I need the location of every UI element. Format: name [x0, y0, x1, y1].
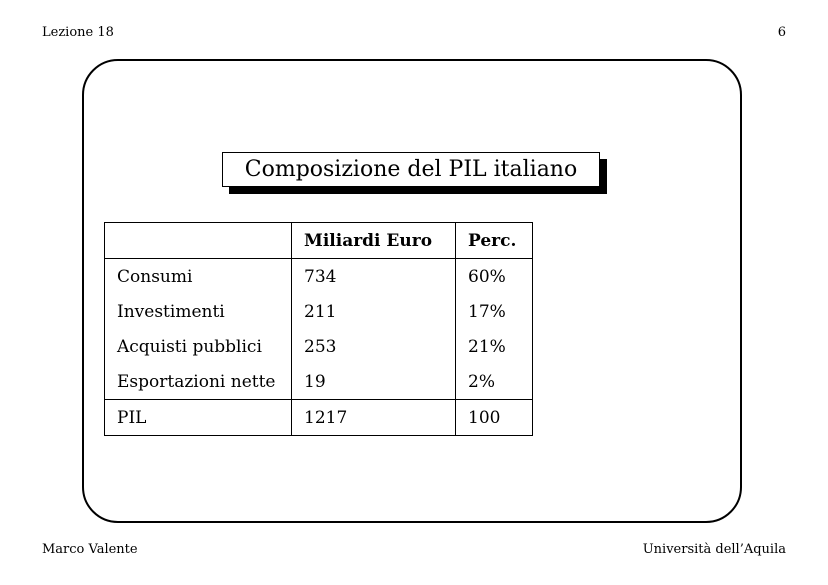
- page-number: 6: [777, 25, 786, 40]
- table-cell: 100: [456, 400, 533, 436]
- table-cell: 19: [292, 364, 456, 400]
- table-header-cell: Miliardi Euro: [292, 223, 456, 259]
- table-cell: Investimenti: [105, 294, 292, 329]
- table-cell: Consumi: [105, 259, 292, 295]
- table-cell: 17%: [456, 294, 533, 329]
- table-cell: 60%: [456, 259, 533, 295]
- table-header-cell: Perc.: [456, 223, 533, 259]
- table-row: [105, 294, 533, 329]
- table-row: [105, 259, 533, 295]
- table-cell: Acquisti pubblici: [105, 329, 292, 364]
- institution-label: Università dell’Aquila: [642, 542, 786, 557]
- table-cell: 2%: [456, 364, 533, 400]
- table-cell: 21%: [456, 329, 533, 364]
- slide-title: Composizione del PIL italiano: [222, 152, 600, 187]
- author-label: Marco Valente: [42, 542, 138, 557]
- table-row: [105, 329, 533, 364]
- gdp-table: [104, 222, 533, 436]
- table-header-row: [105, 223, 533, 259]
- table-cell: 253: [292, 329, 456, 364]
- lecture-label: Lezione 18: [42, 25, 114, 40]
- table-cell: 211: [292, 294, 456, 329]
- table-total-row: [105, 400, 533, 436]
- table-row: [105, 364, 533, 400]
- table-cell: 1217: [292, 400, 456, 436]
- table-header-cell: [105, 223, 292, 259]
- table-cell: PIL: [105, 400, 292, 436]
- table-cell: Esportazioni nette: [105, 364, 292, 400]
- slide-title-box: [222, 152, 600, 187]
- table-cell: 734: [292, 259, 456, 295]
